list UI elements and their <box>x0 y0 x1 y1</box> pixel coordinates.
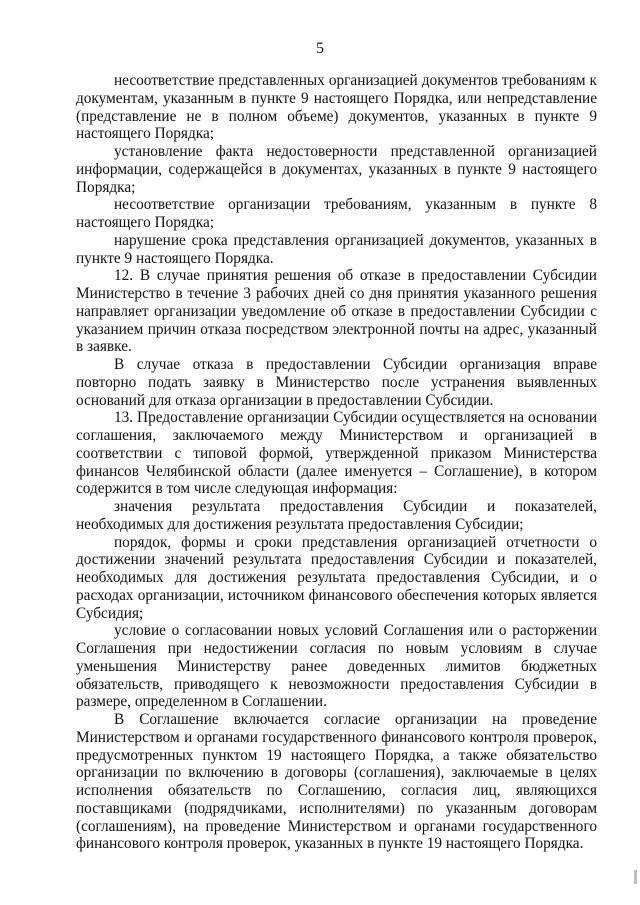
paragraph-audit-consent: В Соглашение включается согласие организации на проведение Министерством и органами государственного финансового контроля проверок, предусмотренных пунктом 19 настоящего Порядка, а также обязательство организации по включению в договоры (соглашения), заключаемые в целях исполнения обязательств по Соглашению, согласия лиц, являющихся поставщиками (подрядчиками, исполнителями) по указанным договорам (соглашениям), на проведение Министерством и органами государственного финансового контроля проверок, указанных в пункте 19 настоящего Порядка. <box>76 711 597 853</box>
scan-edge-mark <box>634 870 637 884</box>
paragraph-new-conditions: условие о согласовании новых условий Соглашения или о расторжении Соглашения при недостижении согласия по новым условиям в случае уменьшения Министерству ранее доведенных лимитов бюджетных обязательств, приводящего к невозможности предоставления Субсидии в размере, определенном в Соглашении. <box>76 622 597 711</box>
paragraph-organization-noncompliance: несоответствие организации требованиям, указанным в пункте 8 настоящего Порядка; <box>76 196 597 231</box>
paragraph-reapply: В случае отказа в предоставлении Субсидии организация вправе повторно подать заявку в Министерство после устранения выявленных оснований для отказа организации в предоставлении Субсидии. <box>76 356 597 409</box>
paragraph-reporting-procedure: порядок, формы и сроки представления организацией отчетности о достижении значений результата предоставления Субсидии и показателей, необходимых для достижения результата предоставления Субсидии, и о расходах организации, источником финансового обеспечения которых является Субсидия; <box>76 533 597 622</box>
paragraph-result-values: значения результата предоставления Субсидии и показателей, необходимых для достижения результата предоставления Субсидии; <box>76 498 597 533</box>
page-number: 5 <box>316 40 324 57</box>
paragraph-noncompliance-documents: несоответствие представленных организацией документов требованиям к документам, указанным в пункте 9 настоящего Порядка, или непредставление (представление не в полном объеме) документов, указанных в пункте 9 настоящего Порядка; <box>76 72 597 143</box>
paragraph-item-13: 13. Предоставление организации Субсидии осуществляется на основании соглашения, заключаемого между Министерством и организацией в соответствии с типовой формой, утвержденной приказом Министерства финансов Челябинской области (далее именуется – Соглашение), в котором содержится в том числе следующая информация: <box>76 409 597 498</box>
document-body <box>76 72 597 853</box>
paragraph-item-12: 12. В случае принятия решения об отказе в предоставлении Субсидии Министерство в течение 3 рабочих дней со дня принятия указанного решения направляет организации уведомление об отказе в предоставлении Субсидии с указанием причин отказа посредством электронной почты на адрес, указанный в заявке. <box>76 267 597 356</box>
paragraph-unreliable-info: установление факта недостоверности представленной организацией информации, содержащейся в документах, указанных в пункте 9 настоящего Порядка; <box>76 143 597 196</box>
paragraph-deadline-violation: нарушение срока представления организацией документов, указанных в пункте 9 настоящего Порядка. <box>76 231 597 267</box>
